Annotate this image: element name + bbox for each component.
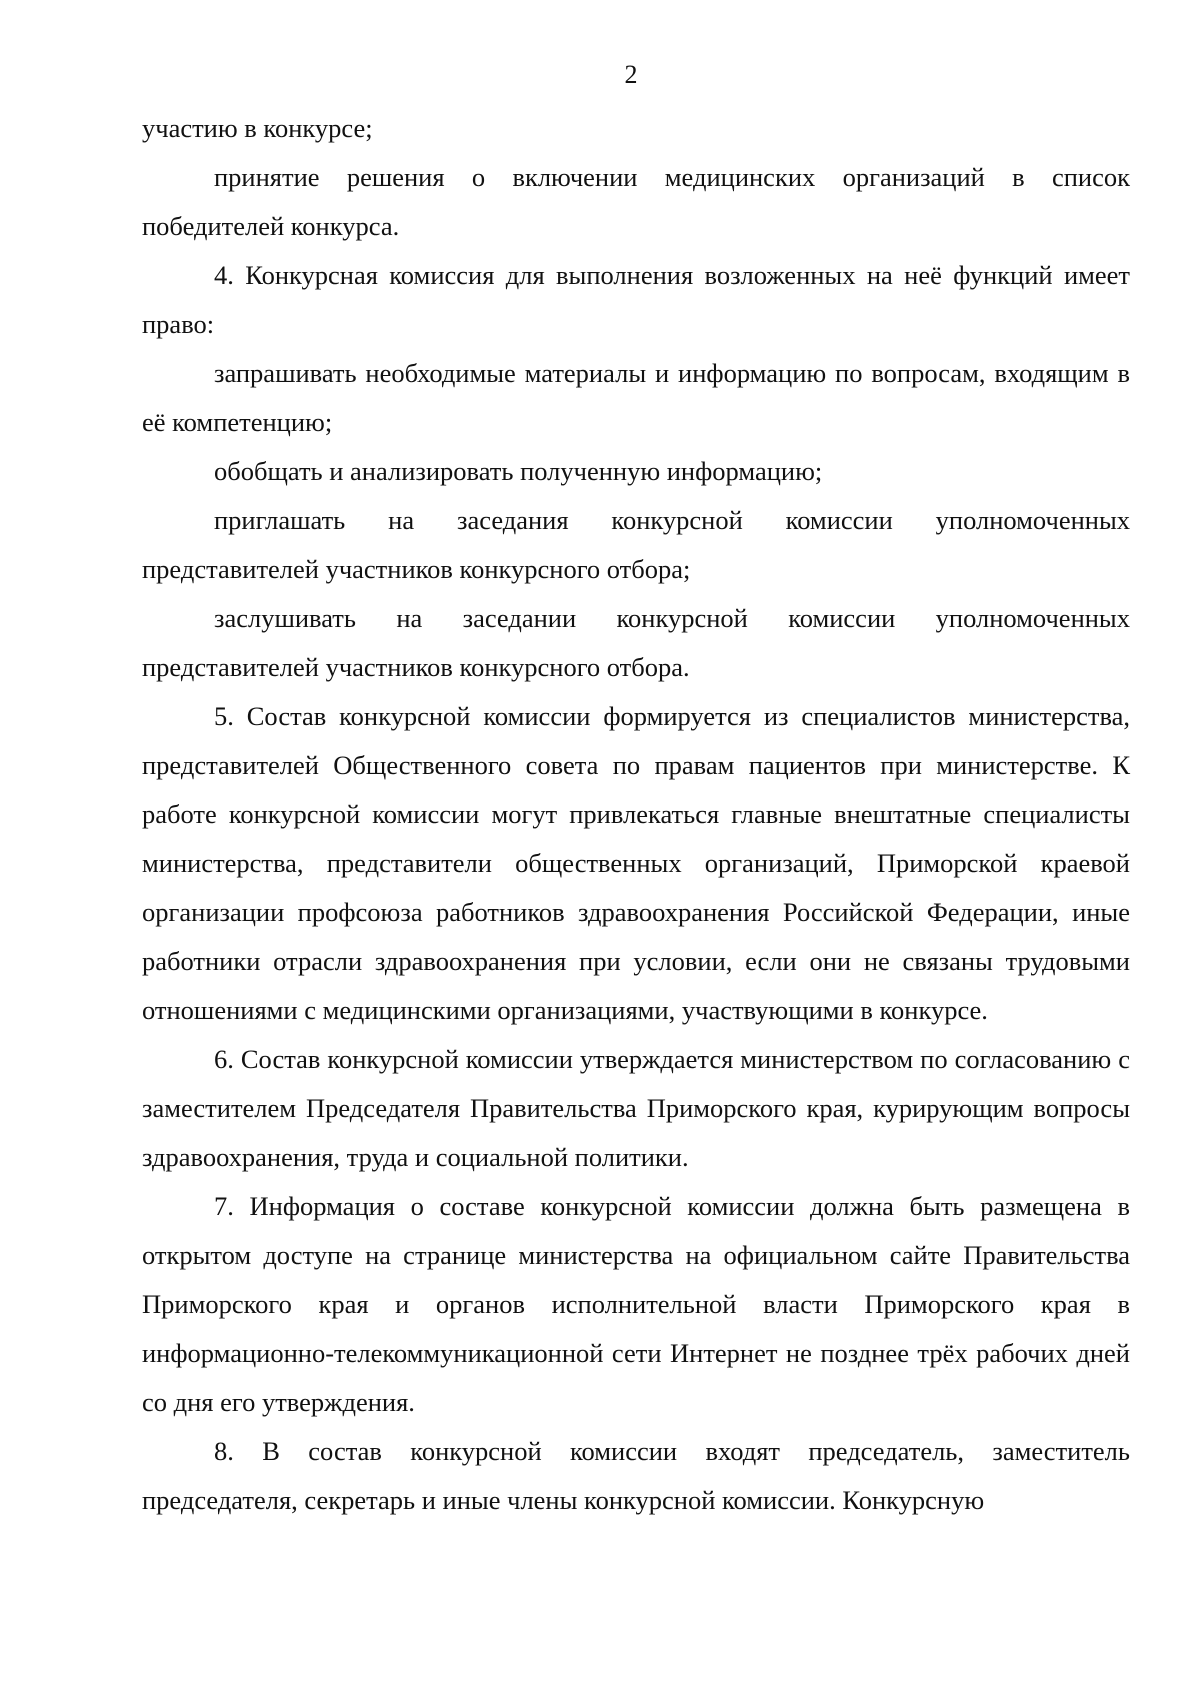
- paragraph-hear: заслушивать на заседании конкурсной комиссии уполномоченных представителей участников конкурсного отбора.: [142, 603, 1130, 682]
- paragraph-item-8: 8. В состав конкурсной комиссии входят председатель, заместитель председателя, секретарь и иные члены конкурсной комиссии. Конкурсную: [142, 1436, 1130, 1515]
- paragraph-request-materials: запрашивать необходимые материалы и информацию по вопросам, входящим в её компетенцию;: [142, 358, 1130, 437]
- paragraph-analyze-info: обобщать и анализировать полученную информацию;: [214, 456, 823, 486]
- paragraph-item-7: 7. Информация о составе конкурсной комиссии должна быть размещена в открытом доступе на странице министерства на официальном сайте Правительства Приморского края и органов исполнительной власти Приморского края в информационно-телекоммуникационной сети Интернет не позднее трёх рабочих дней со дня его утверждения.: [142, 1191, 1130, 1417]
- paragraph-invite: приглашать на заседания конкурсной комиссии уполномоченных представителей участников конкурсного отбора;: [142, 505, 1130, 584]
- paragraph-continuation: участию в конкурсе;: [142, 113, 373, 143]
- document-body: [142, 104, 1130, 1525]
- paragraph-decision: принятие решения о включении медицинских организаций в список победителей конкурса.: [142, 162, 1130, 241]
- paragraph-item-4: 4. Конкурсная комиссия для выполнения возложенных на неё функций имеет право:: [142, 260, 1130, 339]
- paragraph-item-5: 5. Состав конкурсной комиссии формируется из специалистов министерства, представителей Общественного совета по правам пациентов при министерстве. К работе конкурсной комиссии могут привлекаться главные внештатные специалисты министерства, представители общественных организаций, Приморской краевой организации профсоюза работников здравоохранения Российской Федерации, иные работники отрасли здравоохранения при условии, если они не связаны трудовыми отношениями с медицинскими организациями, участвующими в конкурсе.: [142, 701, 1130, 1025]
- page-number: 2: [624, 60, 638, 89]
- paragraph-item-6: 6. Состав конкурсной комиссии утверждается министерством по согласованию с заместителем Председателя Правительства Приморского края, курирующим вопросы здравоохранения, труда и социальной политики.: [142, 1044, 1130, 1172]
